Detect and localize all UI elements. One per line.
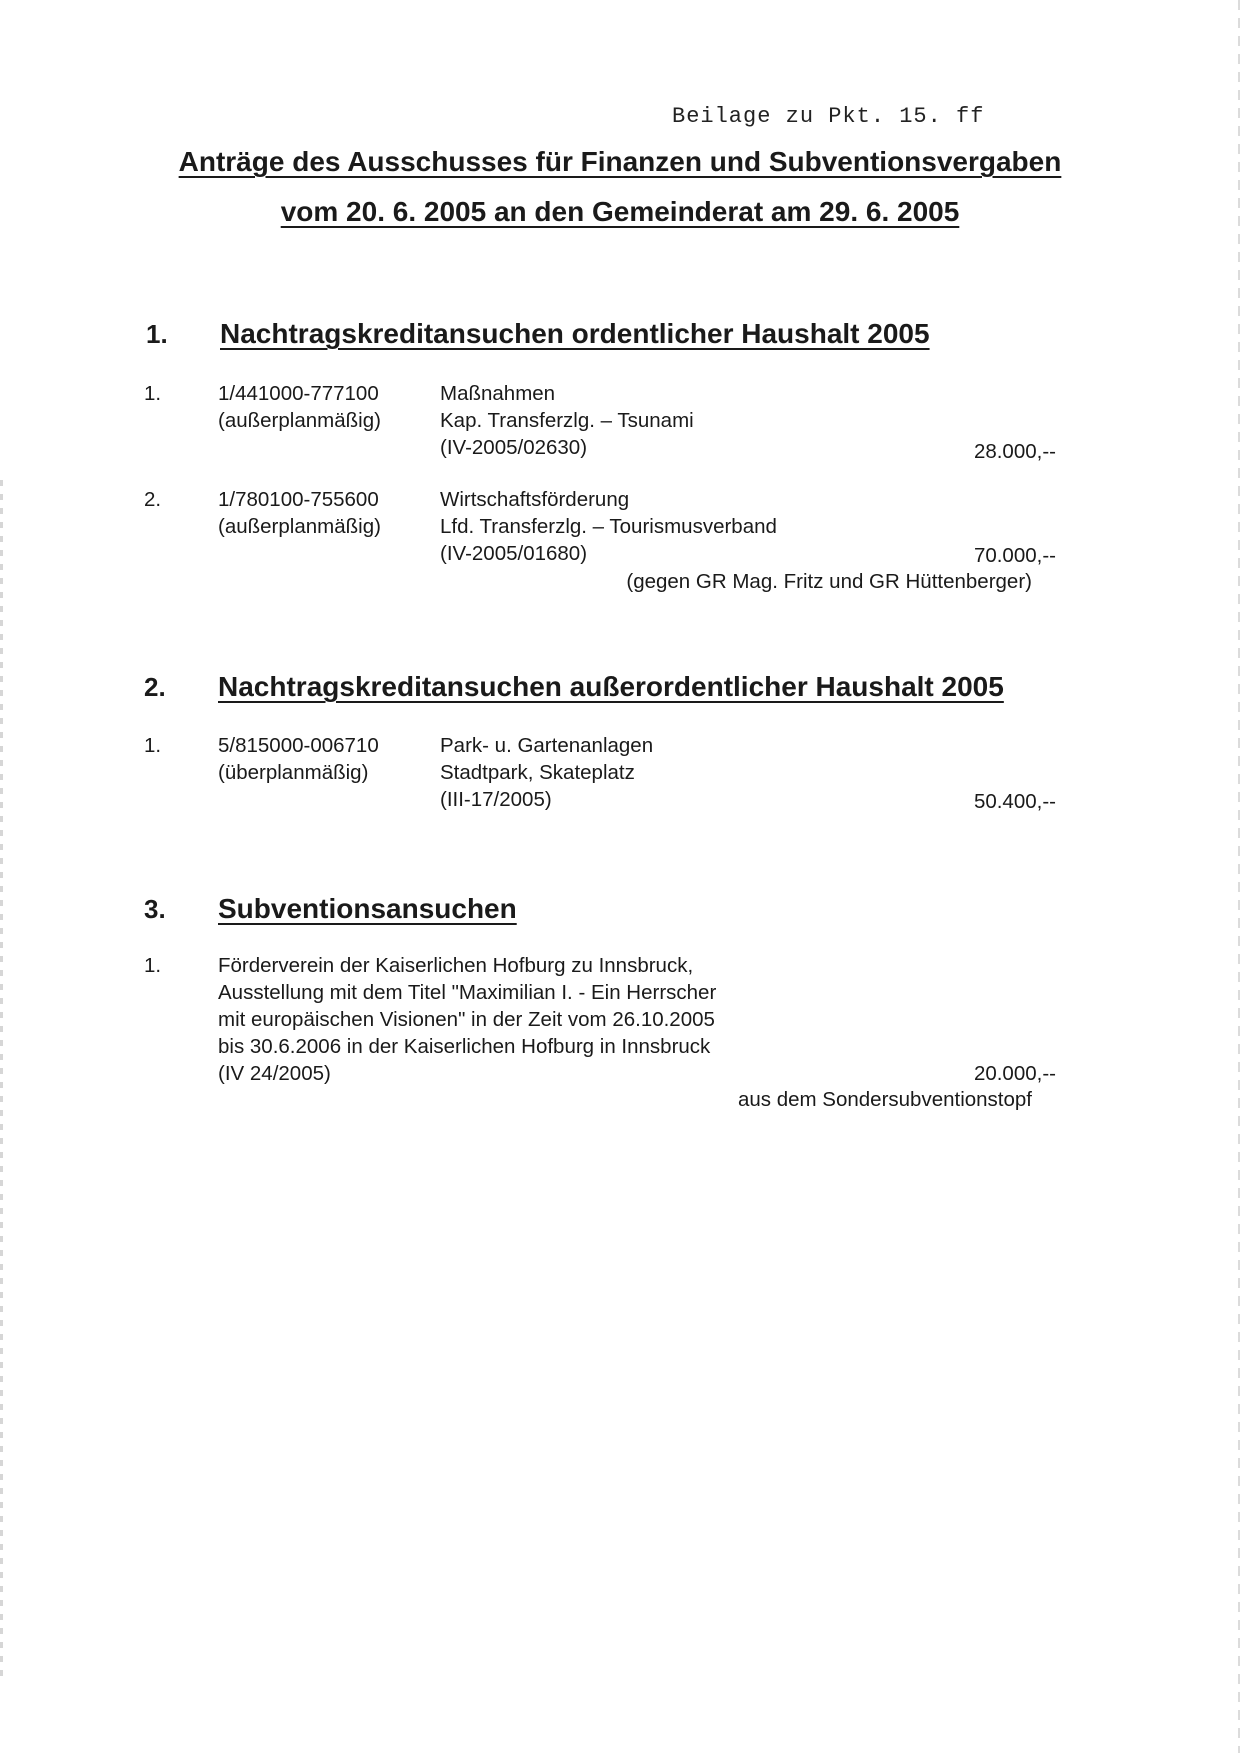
s3-item1-amount: 20.000,-- (973, 1062, 1056, 1085)
s1-item2-type: (außerplanmäßig) (218, 515, 381, 538)
s1-item1-line3: (IV-2005/02630) (440, 436, 588, 459)
scan-edge-left (0, 480, 3, 1680)
s1-item1-line2: Kap. Transferzlg. – Tsunami (440, 409, 694, 432)
s1-item1-amount: 28.000,-- (973, 440, 1056, 463)
s1-item1-type: (außerplanmäßig) (218, 409, 381, 432)
s2-item1-line2: Stadtpark, Skateplatz (440, 761, 635, 784)
s1-item1-number: 1. (144, 382, 162, 405)
s2-item1-line1: Park- u. Gartenanlagen (440, 734, 654, 757)
document-title-line1: Anträge des Ausschusses für Finanzen und Subventionsvergaben (178, 146, 1062, 177)
s1-item2-account: 1/780100-755600 (218, 488, 379, 511)
s1-item2-line1: Wirtschaftsförderung (440, 488, 630, 511)
s1-item2-line2: Lfd. Transferzlg. – Tourismusverband (440, 515, 777, 538)
s2-item1-amount: 50.400,-- (973, 790, 1056, 813)
section-3-number: 3. (144, 894, 166, 924)
s3-item1-note: aus dem Sondersubventionstopf (737, 1088, 1032, 1111)
s1-item2-line3: (IV-2005/01680) (440, 542, 588, 565)
s3-item1-line3: mit europäischen Visionen" in der Zeit vom 26.10.2005 (218, 1008, 715, 1031)
section-2-heading: Nachtragskreditansuchen außerordentlicher Haushalt 2005 (218, 671, 1004, 702)
s1-item1-line1: Maßnahmen (440, 382, 556, 405)
section-2-number: 2. (144, 672, 166, 702)
s2-item1-line3: (III-17/2005) (440, 788, 552, 811)
s3-item1-line1: Förderverein der Kaiserlichen Hofburg zu Innsbruck, (218, 954, 694, 977)
document-title-line2: vom 20. 6. 2005 an den Gemeinderat am 29. 6. 2005 (280, 196, 960, 227)
s3-item1-number: 1. (144, 954, 162, 977)
section-1-heading: Nachtragskreditansuchen ordentlicher Haushalt 2005 (220, 318, 930, 349)
section-1-number: 1. (146, 319, 168, 349)
s1-item1-account: 1/441000-777100 (218, 382, 379, 405)
s2-item1-number: 1. (144, 734, 162, 757)
s1-item2-number: 2. (144, 488, 162, 511)
attachment-note: Beilage zu Pkt. 15. ff (672, 104, 985, 129)
s3-item1-line5: (IV 24/2005) (218, 1062, 331, 1085)
s3-item1-line2: Ausstellung mit dem Titel "Maximilian I. - Ein Herrscher (218, 981, 717, 1004)
s3-item1-line4: bis 30.6.2006 in der Kaiserlichen Hofburg in Innsbruck (218, 1035, 711, 1058)
s1-item2-note: (gegen GR Mag. Fritz und GR Hüttenberger) (626, 570, 1032, 593)
s1-item2-amount: 70.000,-- (973, 544, 1056, 567)
s2-item1-account: 5/815000-006710 (218, 734, 379, 757)
s2-item1-type: (überplanmäßig) (218, 761, 369, 784)
section-3-heading: Subventionsansuchen (218, 893, 517, 924)
